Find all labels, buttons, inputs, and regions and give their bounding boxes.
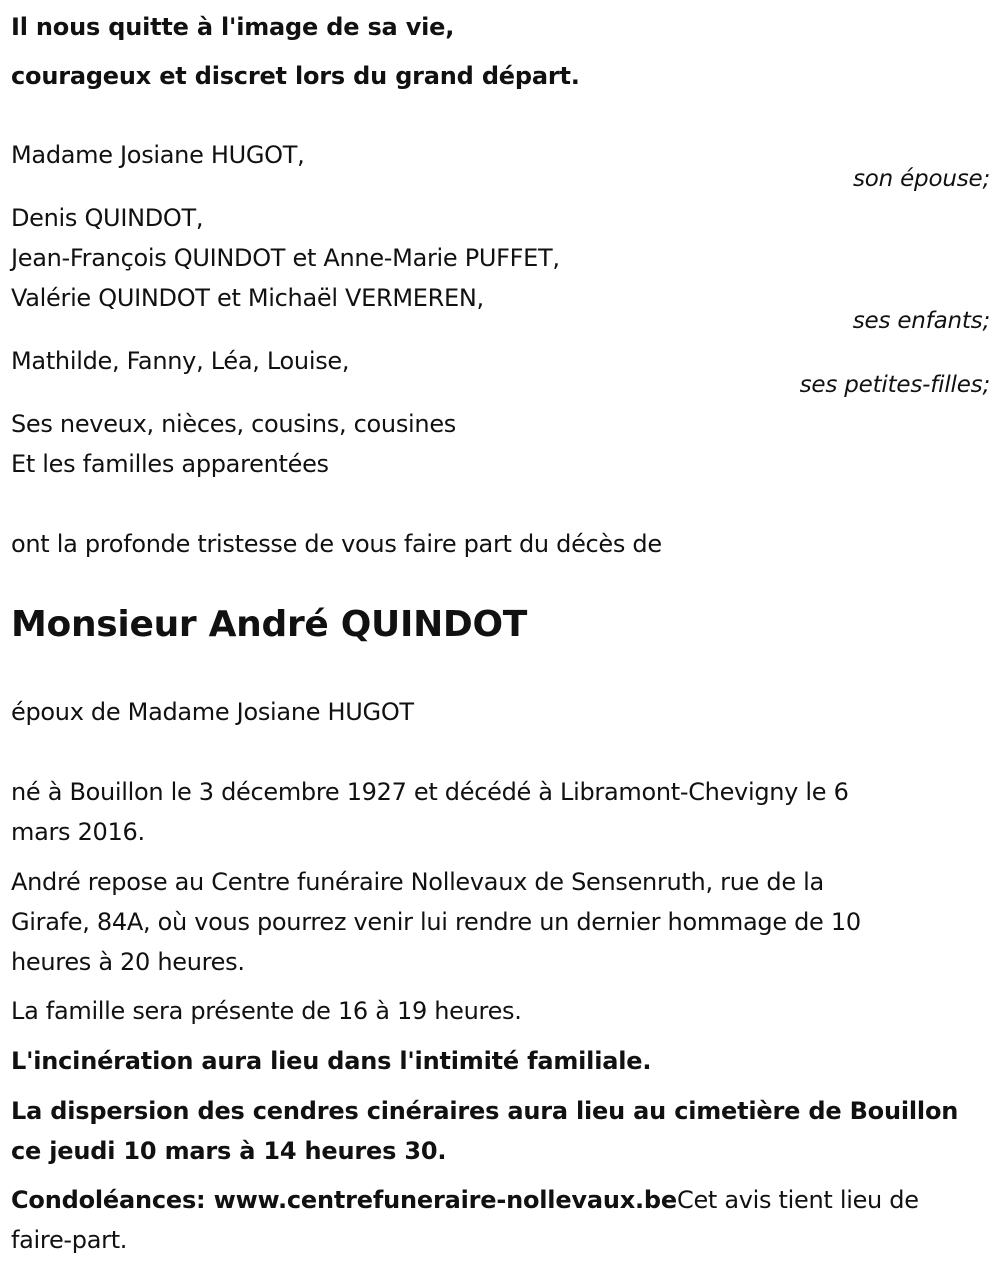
child-name: Valérie QUINDOT et Michaël VERMEREN, <box>11 284 484 312</box>
epigraph-line-2: courageux et discret lors du grand départ. <box>11 62 580 90</box>
dispersion-line-2: ce jeudi 10 mars à 14 heures 30. <box>11 1137 447 1165</box>
cremation-notice: L'incinération aura lieu dans l'intimité familiale. <box>11 1047 652 1075</box>
condolences-link[interactable]: www.centrefuneraire-nollevaux.be <box>213 1186 677 1214</box>
dispersion-line-1: La dispersion des cendres cinéraires aura lieu au cimetière de Bouillon <box>11 1097 959 1125</box>
deceased-spouse-of: époux de Madame Josiane HUGOT <box>11 698 414 726</box>
repose-line-2: Girafe, 84A, où vous pourrez venir lui rendre un dernier hommage de 10 <box>11 908 861 936</box>
spouse-name: Madame Josiane HUGOT, <box>11 141 305 169</box>
repose-line-3: heures à 20 heures. <box>11 948 245 976</box>
birth-death-line-1: né à Bouillon le 3 décembre 1927 et décédé à Libramont-Chevigny le 6 <box>11 778 849 806</box>
announcement-text: ont la profonde tristesse de vous faire part du décès de <box>11 530 662 558</box>
closing-line-2: faire-part. <box>11 1226 128 1254</box>
repose-line-1: André repose au Centre funéraire Nollevaux de Sensenruth, rue de la <box>11 868 824 896</box>
condolences-line <box>11 1185 919 1215</box>
closing-text: Cet avis tient lieu de <box>676 1186 919 1214</box>
granddaughters-names: Mathilde, Fanny, Léa, Louise, <box>11 347 350 375</box>
child-name: Denis QUINDOT, <box>11 204 204 232</box>
children-relation: ses enfants; <box>852 308 990 334</box>
epigraph-line-1: Il nous quitte à l'image de sa vie, <box>11 13 455 41</box>
deceased-name: Monsieur André QUINDOT <box>11 604 528 645</box>
granddaughters-relation: ses petites-filles; <box>799 372 990 398</box>
other-relatives: Ses neveux, nièces, cousins, cousines <box>11 410 456 438</box>
child-name: Jean-François QUINDOT et Anne-Marie PUFFET, <box>11 244 560 272</box>
condolences-label: Condoléances: <box>11 1186 214 1214</box>
birth-death-line-2: mars 2016. <box>11 818 145 846</box>
family-presence: La famille sera présente de 16 à 19 heures. <box>11 997 522 1025</box>
other-relatives: Et les familles apparentées <box>11 450 329 478</box>
spouse-relation: son épouse; <box>852 166 990 192</box>
